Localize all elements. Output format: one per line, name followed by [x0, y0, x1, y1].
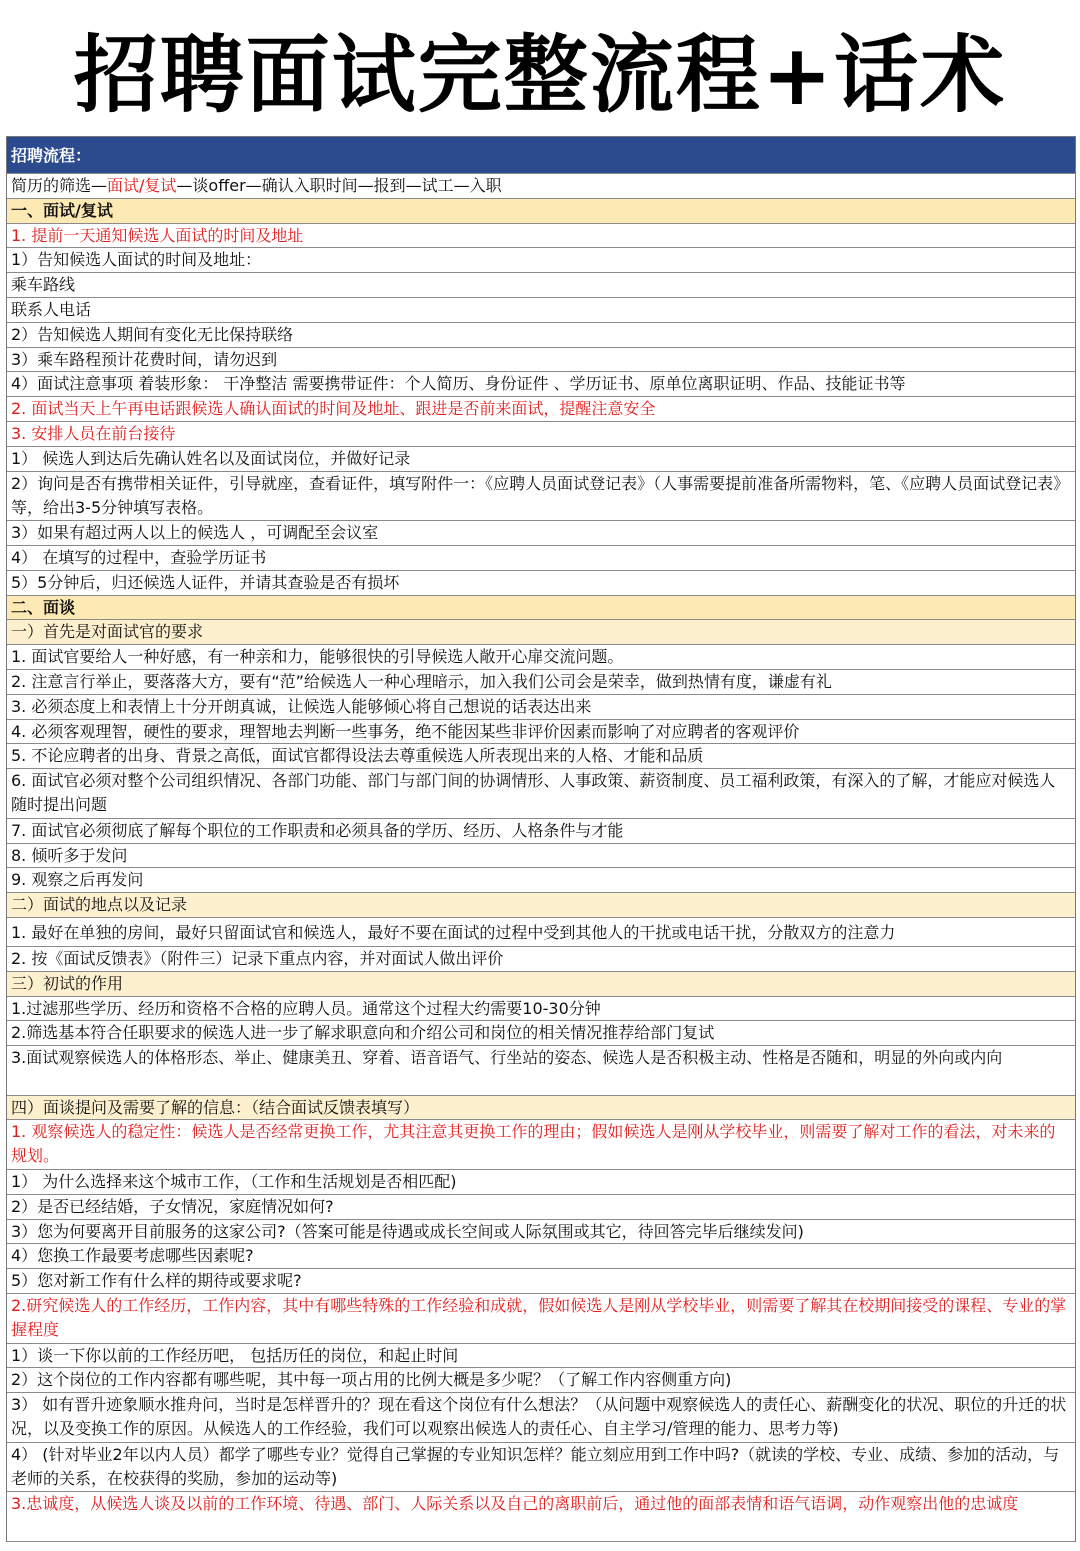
row-text: 1. 观察候选人的稳定性：候选人是否经常更换工作，尤其注意其更换工作的理由；假如候选人是刚从学校毕业，则需要了解对工作的看法，对未来的规划。 — [11, 1122, 1056, 1166]
row-text: 1. 面试官要给人一种好感，有一种亲和力，能够很快的引导候选人敞开心扉交流问题。 — [11, 647, 624, 667]
table-row — [7, 645, 1075, 670]
row-text: 1）告知候选人面试的时间及地址： — [11, 250, 262, 270]
row-text: 四）面谈提问及需要了解的信息：（结合面试反馈表填写） — [11, 1097, 420, 1117]
row-text: 2.筛选基本符合任职要求的候选人进一步了解求职意向和介绍公司和岗位的相关情况推荐给部门复试 — [11, 1023, 715, 1043]
subsection-heading — [7, 620, 1075, 645]
section-heading — [7, 199, 1075, 224]
flow-part-3: —谈offer—确认入职时间—报到—试工—入职 — [176, 176, 502, 195]
row-text: 3） 如有晋升迹象顺水推舟问，当时是怎样晋升的？现在看这个岗位有什么想法？（从问题中观察候选人的责任心、薪酬变化的状况、职位的升迁的状况，以及变换工作的原因。从候选人的工作经验，我们可以观察出候选人的责任心、自主学习/管理的能力、思考力等) — [11, 1395, 1067, 1439]
page-title: 招聘面试完整流程+话术 — [73, 25, 1007, 124]
table-row — [7, 298, 1075, 323]
row-text: 1.过滤那些学历、经历和资格不合格的应聘人员。通常这个过程大约需要10-30分钟 — [11, 998, 601, 1018]
table-row — [7, 670, 1075, 695]
table-row — [7, 1492, 1075, 1542]
table-row — [7, 546, 1075, 571]
table-row — [7, 422, 1075, 447]
table-row — [7, 348, 1075, 373]
table-row — [7, 397, 1075, 422]
row-text: 2. 注意言行举止，要落落大方，要有“范”给候选人一种心理暗示，加入我们公司会是荣幸，做到热情有度，谦虚有礼 — [11, 671, 832, 691]
table-row — [7, 1021, 1075, 1046]
table-row — [7, 1393, 1075, 1443]
table-row — [7, 372, 1075, 397]
row-text: 5）5分钟后，归还候选人证件，并请其查验是否有损坏 — [11, 572, 400, 592]
table-row — [7, 720, 1075, 745]
table-row — [7, 1269, 1075, 1294]
table-row — [7, 1244, 1075, 1269]
row-text: 乘车路线 — [11, 275, 76, 295]
table-row — [7, 1170, 1075, 1195]
row-text: 联系人电话 — [11, 299, 92, 319]
table-row — [7, 918, 1075, 947]
table-row — [7, 1195, 1075, 1220]
row-text: 4. 必须客观理智，硬性的要求，理智地去判断一些事务，绝不能因某些非评价因素而影响了对应聘者的客观评价 — [11, 721, 800, 741]
table-row — [7, 1368, 1075, 1393]
table-row — [7, 744, 1075, 769]
row-text: 2）询问是否有携带相关证件，引导就座，查看证件，填写附件一：《应聘人员面试登记表》（人事需要提前准备所需物料，笔、《应聘人员面试登记表》等，给出3-5分钟填写表格。 — [11, 473, 1070, 517]
table-row — [7, 1294, 1075, 1344]
row-text: 7. 面试官必须彻底了解每个职位的工作职责和必须具备的学历、经历、人格条件与才能 — [11, 820, 624, 840]
row-text: 3）如果有超过两人以上的候选人 ，可调配至会议室 — [11, 523, 379, 543]
subsection-heading — [7, 1096, 1075, 1121]
table-row — [7, 819, 1075, 844]
table-row — [7, 997, 1075, 1022]
row-text: 3）您为何要离开目前服务的这家公司?（答案可能是待遇或成长空间或人际氛围或其它，待回答完毕后继续发问) — [11, 1221, 804, 1241]
row-text: 4） 在填写的过程中，查验学历证书 — [11, 547, 267, 567]
row-text: 2）告知候选人期间有变化无比保持联络 — [11, 324, 294, 344]
table-row — [7, 472, 1075, 522]
table-row — [7, 1344, 1075, 1369]
row-text: 2）是否已经结婚，子女情况，家庭情况如何? — [11, 1196, 334, 1216]
table-row — [7, 571, 1075, 596]
row-text: 1）谈一下你以前的工作经历吧， 包括历任的岗位，和起止时间 — [11, 1345, 459, 1365]
row-text: 2）这个岗位的工作内容都有哪些呢，其中每一项占用的比例大概是多少呢？（了解工作内容侧重方向) — [11, 1370, 732, 1390]
table-row — [7, 273, 1075, 298]
row-text: 9. 观察之后再发问 — [11, 870, 144, 890]
row-text: 3.面试观察候选人的体格形态、举止、健康美丑、穿着、语音语气、行坐站的姿态、候选人是否积极主动、性格是否随和，明显的外向或内向 — [11, 1048, 1003, 1068]
row-text: 6. 面试官必须对整个公司组织情况、各部门功能、部门与部门间的协调情形、人事政策、薪资制度、员工福利政策，有深入的了解，才能应对候选人随时提出问题 — [11, 771, 1056, 815]
table-row — [7, 769, 1075, 819]
row-text: 二）面试的地点以及记录 — [11, 895, 188, 915]
row-text: 3. 必须态度上和表情上十分开朗真诚，让候选人能够倾心将自己想说的话表达出来 — [11, 696, 592, 716]
row-text: 三）初试的作用 — [11, 973, 124, 993]
row-text: 3.忠诚度，从候选人谈及以前的工作环境、待遇、部门、人际关系以及自己的离职前后，通过他的面部表情和语气语调，动作观察出他的忠诚度 — [11, 1494, 1019, 1514]
row-text: 1） 为什么选择来这个城市工作，（工作和生活规划是否相匹配) — [11, 1172, 457, 1192]
row-text: 4） (针对毕业2年以内人员）都学了哪些专业？觉得自己掌握的专业知识怎样？能立刻应用到工作中吗?（就读的学校、专业、成绩、参加的活动，与老师的关系，在校获得的奖励，参加的运动等) — [11, 1444, 1060, 1488]
subsection-heading — [7, 893, 1075, 918]
flow-part-1: 简历的筛选— — [11, 176, 108, 195]
row-text: 2. 按《面试反馈表》（附件三）记录下重点内容，并对面试人做出评价 — [11, 948, 504, 968]
table-row — [7, 947, 1075, 972]
table-row — [7, 844, 1075, 869]
row-text: 4）您换工作最要考虑哪些因素呢? — [11, 1246, 254, 1266]
row-text: 1. 提前一天通知候选人面试的时间及地址 — [11, 225, 304, 245]
flow-part-2: 面试/复试 — [107, 176, 177, 195]
table-row — [7, 1120, 1075, 1170]
subsection-heading — [7, 972, 1075, 997]
table-row — [7, 868, 1075, 893]
table-row — [7, 447, 1075, 472]
row-text: 二、面谈 — [11, 597, 76, 617]
table-rows — [7, 199, 1075, 1542]
table-row — [7, 248, 1075, 273]
content-table — [6, 136, 1076, 1542]
table-row — [7, 521, 1075, 546]
table-row — [7, 1443, 1075, 1493]
table-row — [7, 323, 1075, 348]
section-header: 招聘流程： — [7, 137, 1075, 174]
row-text: 一、面试/复试 — [11, 200, 113, 220]
row-text: 8. 倾听多于发问 — [11, 845, 128, 865]
row-text: 5）您对新工作有什么样的期待或要求呢? — [11, 1271, 302, 1291]
row-text: 4）面试注意事项 着装形象： 干净整洁 需要携带证件：个人简历、身份证件 、学历证书、原单位离职证明、作品、技能证书等 — [11, 374, 906, 394]
process-flow — [7, 174, 1075, 199]
table-row — [7, 224, 1075, 249]
row-text: 2. 面试当天上午再电话跟候选人确认面试的时间及地址、跟进是否前来面试，提醒注意安全 — [11, 399, 656, 419]
table-row — [7, 1046, 1075, 1096]
row-text: 1. 最好在单独的房间，最好只留面试官和候选人，最好不要在面试的过程中受到其他人的干扰或电话干扰，分散双方的注意力 — [11, 922, 896, 942]
table-row — [7, 1220, 1075, 1245]
row-text: 2.研究候选人的工作经历，工作内容，其中有哪些特殊的工作经验和成就，假如候选人是刚从学校毕业，则需要了解其在校期间接受的课程、专业的掌握程度 — [11, 1296, 1067, 1340]
table-row — [7, 695, 1075, 720]
row-text: 3. 安排人员在前台接待 — [11, 423, 176, 443]
row-text: 5. 不论应聘者的出身、背景之高低，面试官都得设法去尊重候选人所表现出来的人格、才能和品质 — [11, 746, 704, 766]
row-text: 1） 候选人到达后先确认姓名以及面试岗位，并做好记录 — [11, 448, 411, 468]
section-heading — [7, 596, 1075, 621]
row-text: 一）首先是对面试官的要求 — [11, 622, 204, 642]
row-text: 3）乘车路程预计花费时间，请勿迟到 — [11, 349, 278, 369]
